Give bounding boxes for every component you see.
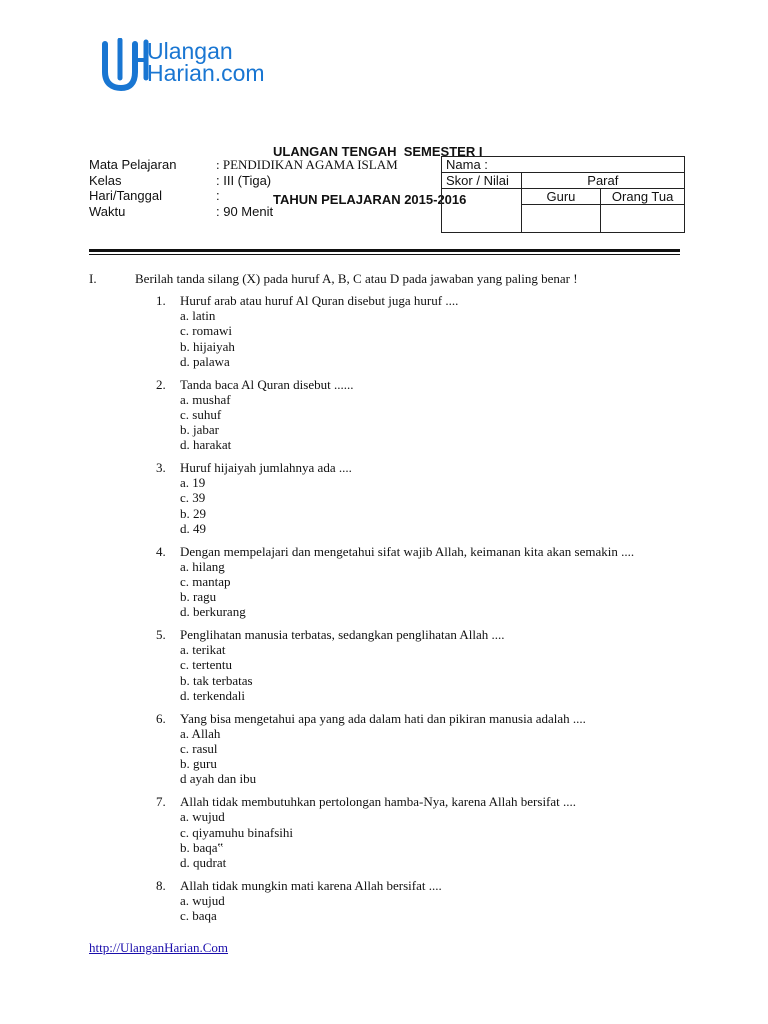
info-label: Kelas — [89, 172, 122, 188]
question-number: 7. — [156, 794, 166, 810]
question-text: Allah tidak membutuhkan pertolongan hamba-Nya, karena Allah bersifat .... — [180, 794, 577, 810]
answer-option[interactable]: a. wujud — [180, 892, 225, 908]
score-field[interactable] — [442, 189, 522, 233]
answer-option[interactable]: b. hijaiyah — [180, 338, 235, 354]
question-text: Penglihatan manusia terbatas, sedangkan penglihatan Allah .... — [180, 627, 505, 643]
question-text: Allah tidak mungkin mati karena Allah bersifat .... — [180, 877, 442, 893]
answer-option[interactable]: c. suhuf — [180, 406, 222, 422]
question-item — [156, 460, 676, 536]
question-list — [156, 293, 676, 931]
info-value: : — [216, 188, 220, 203]
question-text: Tanda baca Al Quran disebut ...... — [180, 376, 354, 392]
answer-option[interactable]: d. berkurang — [180, 604, 246, 620]
question-number: 2. — [156, 376, 166, 392]
answer-option[interactable]: b. jabar — [180, 422, 219, 438]
question-number: 3. — [156, 460, 166, 476]
answer-option[interactable]: b. baqa‟ — [180, 839, 224, 855]
question-item — [156, 377, 676, 453]
question-number: 6. — [156, 710, 166, 726]
footer-link[interactable]: http://UlanganHarian.Com — [89, 940, 229, 955]
answer-option[interactable]: d. 49 — [180, 520, 206, 536]
question-item — [156, 627, 676, 703]
logo-line2: Harian.com — [147, 60, 265, 86]
score-label: Skor / Nilai — [442, 173, 522, 189]
question-item — [156, 293, 676, 369]
answer-option[interactable]: d. terkendali — [180, 687, 245, 703]
answer-option[interactable]: b. guru — [180, 756, 217, 772]
section-number: I. — [89, 271, 97, 286]
question-item — [156, 878, 676, 924]
answer-option[interactable]: c. tertentu — [180, 657, 232, 673]
answer-option[interactable]: d. palawa — [180, 353, 230, 369]
info-label: Mata Pelajaran — [89, 157, 177, 172]
answer-option[interactable]: b. tak terbatas — [180, 672, 253, 688]
answer-option[interactable]: a. hilang — [180, 558, 225, 574]
question-item — [156, 794, 676, 870]
answer-option[interactable]: c. mantap — [180, 573, 231, 589]
logo-line1: Ulangan — [147, 38, 233, 64]
answer-option[interactable]: a. terikat — [180, 642, 226, 658]
answer-option[interactable]: d. qudrat — [180, 854, 227, 870]
score-table — [441, 156, 685, 233]
answer-option[interactable]: c. romawi — [180, 323, 232, 339]
answer-option[interactable]: c. 39 — [180, 490, 206, 506]
section-instruction: Berilah tanda silang (X) pada huruf A, B, C atau D pada jawaban yang paling benar ! — [135, 271, 578, 286]
answer-option[interactable]: b. ragu — [180, 589, 217, 605]
title-line2: TAHUN PELAJARAN 2015-2016 — [273, 192, 467, 207]
answer-option[interactable]: a. Allah — [180, 725, 221, 741]
question-number: 5. — [156, 627, 166, 643]
paraf-label: Paraf — [521, 173, 684, 189]
guru-label: Guru — [521, 189, 601, 205]
guru-signature-field[interactable] — [521, 205, 601, 233]
divider-thick — [89, 249, 680, 252]
answer-option[interactable]: a. wujud — [180, 809, 225, 825]
question-item — [156, 711, 676, 787]
question-number: 8. — [156, 877, 166, 893]
info-value: : 90 Menit — [216, 203, 274, 219]
orang-tua-label: Orang Tua — [601, 189, 685, 205]
question-text: Yang bisa mengetahui apa yang ada dalam hati dan pikiran manusia adalah .... — [180, 710, 586, 726]
answer-option[interactable]: a. 19 — [180, 475, 206, 491]
answer-option[interactable]: b. 29 — [180, 505, 206, 521]
answer-option[interactable]: d ayah dan ibu — [180, 771, 257, 787]
info-label: Waktu — [89, 203, 126, 219]
logo-mark-icon — [101, 38, 153, 92]
answer-option[interactable]: a. mushaf — [180, 391, 231, 407]
question-number: 4. — [156, 543, 166, 559]
answer-option[interactable]: c. baqa — [180, 908, 217, 924]
logo-text — [147, 40, 265, 84]
name-field[interactable]: Nama : — [442, 157, 685, 173]
info-value: : III (Tiga) — [216, 172, 272, 188]
question-text: Dengan mempelajari dan mengetahui sifat wajib Allah, keimanan kita akan semakin .... — [180, 543, 635, 559]
info-value: : PENDIDIKAN AGAMA ISLAM — [216, 157, 398, 172]
info-label: Hari/Tanggal — [89, 188, 162, 203]
question-number: 1. — [156, 293, 166, 308]
question-text: Huruf hijaiyah jumlahnya ada .... — [180, 460, 352, 476]
answer-option[interactable]: d. harakat — [180, 437, 232, 453]
site-logo — [101, 38, 321, 94]
answer-option[interactable]: c. rasul — [180, 740, 218, 756]
orang-tua-signature-field[interactable] — [601, 205, 685, 233]
answer-option[interactable]: a. latin — [180, 308, 216, 324]
question-text: Huruf arab atau huruf Al Quran disebut juga huruf .... — [180, 293, 459, 308]
question-item — [156, 544, 676, 620]
answer-option[interactable]: c. qiyamuhu binafsihi — [180, 824, 294, 840]
divider-thin — [89, 254, 680, 255]
title-line1: ULANGAN TENGAH SEMESTER I — [273, 144, 483, 159]
